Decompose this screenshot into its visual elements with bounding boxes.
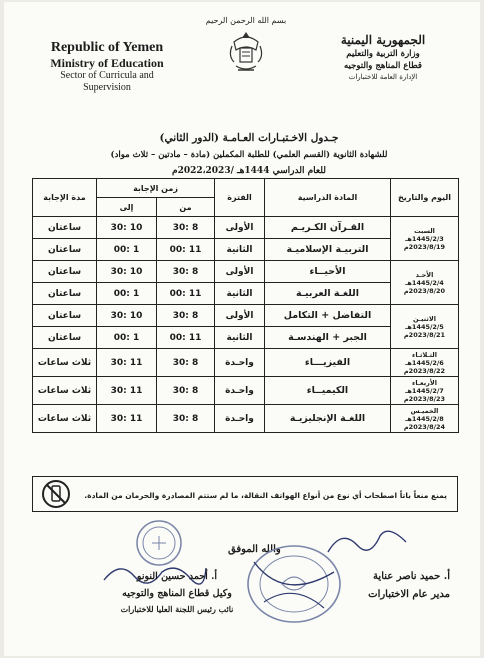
english-letterhead-line4: Supervision <box>83 82 131 93</box>
period-cell: واحـدة <box>215 377 265 405</box>
day-date-cell <box>391 349 459 377</box>
basmala: بسم الله الرحمن الرحيم <box>205 16 287 25</box>
subject-cell: الفيزيـــاء <box>265 349 391 377</box>
subject-cell: القـرآن الكـريـم <box>265 217 391 239</box>
subject-cell: الكيميــاء <box>265 377 391 405</box>
from-time-cell: 8 :30 <box>157 405 215 433</box>
subject-cell: الأحيــاء <box>265 261 391 283</box>
gregorian-date: 2023/8/22م <box>403 366 446 375</box>
header-day-date: اليوم والتاريخ <box>391 179 459 217</box>
period-cell: الثانية <box>215 327 265 349</box>
header-to: إلى <box>97 198 157 217</box>
day-name: السبت <box>414 226 435 235</box>
right-signature-scribble <box>322 522 412 562</box>
from-time-cell: 11 :00 <box>157 239 215 261</box>
table-row <box>33 405 459 433</box>
gregorian-date: 2023/8/21م <box>403 330 446 339</box>
period-cell: الثانية <box>215 239 265 261</box>
hijri-date: 1445/2/6هـ <box>405 358 444 367</box>
day-date-cell <box>391 217 459 261</box>
title-line3: للعام الدراسي 1444هـ /2022،2023م <box>172 166 326 176</box>
to-time-cell: 11 :30 <box>97 405 157 433</box>
period-cell: الثانية <box>215 283 265 305</box>
hijri-date: 1445/2/5هـ <box>405 322 444 331</box>
arabic-letterhead-line2: وزارة التربية والتعليم <box>346 49 420 59</box>
from-time-cell: 8 :30 <box>157 377 215 405</box>
day-name: الأحـد <box>415 270 434 279</box>
period-cell: الأولى <box>215 261 265 283</box>
no-phone-icon <box>41 479 71 509</box>
document-title <box>94 130 404 179</box>
day-date-cell <box>391 405 459 433</box>
left-signer-name: أ. أحمد حسين النونو <box>136 571 218 582</box>
phone-ban-notice <box>32 476 458 512</box>
to-time-cell: 1 :00 <box>97 327 157 349</box>
duration-cell: ساعتان <box>33 305 97 327</box>
english-letterhead-line3: Sector of Curricula and <box>60 70 154 81</box>
from-time-cell: 11 :00 <box>157 283 215 305</box>
period-cell: واحـدة <box>215 405 265 433</box>
to-time-cell: 1 :00 <box>97 283 157 305</box>
national-emblem-icon <box>226 30 266 76</box>
duration-cell: ساعتان <box>33 217 97 239</box>
duration-cell: ساعتان <box>33 283 97 305</box>
english-letterhead-line1: Republic of Yemen <box>50 40 164 55</box>
header-subject: المادة الدراسية <box>265 179 391 217</box>
from-time-cell: 8 :30 <box>157 305 215 327</box>
left-signer-title2: نائب رئيس اللجنة العليا للاختبارات <box>120 604 234 614</box>
period-cell: الأولى <box>215 217 265 239</box>
from-time-cell: 8 :30 <box>157 349 215 377</box>
day-name: الأربعـاء <box>412 378 437 387</box>
table-row <box>33 305 459 327</box>
subject-cell: اللغـة العربيـة <box>265 283 391 305</box>
document-page <box>4 2 480 656</box>
gregorian-date: 2023/8/19م <box>403 242 446 251</box>
left-signer-title1: وكيل قطاع المناهج والتوجيه <box>122 588 232 599</box>
duration-cell: ثلاث ساعات <box>33 405 97 433</box>
period-cell: واحـدة <box>215 349 265 377</box>
hijri-date: 1445/2/7هـ <box>405 386 444 395</box>
duration-cell: ثلاث ساعات <box>33 377 97 405</box>
hijri-date: 1445/2/4هـ <box>405 278 444 287</box>
header-duration: مدة الإجابة <box>33 179 97 217</box>
arabic-letterhead-line1: الجمهورية اليمنية <box>340 33 426 47</box>
closing-phrase: والله الموفق <box>228 544 281 555</box>
gregorian-date: 2023/8/24م <box>403 422 446 431</box>
table-row <box>33 377 459 405</box>
duration-cell: ساعتان <box>33 327 97 349</box>
hijri-date: 1445/2/8هـ <box>405 414 444 423</box>
exam-schedule-table <box>32 178 459 433</box>
duration-cell: ساعتان <box>33 239 97 261</box>
right-signer-name: أ. حميد ناصر عناية <box>373 571 450 582</box>
table-row <box>33 217 459 239</box>
to-time-cell: 11 :30 <box>97 349 157 377</box>
from-time-cell: 8 :30 <box>157 261 215 283</box>
to-time-cell: 10 :30 <box>97 261 157 283</box>
arabic-letterhead <box>308 32 458 82</box>
subject-cell: التفاضل + التكامل <box>265 305 391 327</box>
to-time-cell: 11 :30 <box>97 377 157 405</box>
duration-cell: ساعتان <box>33 261 97 283</box>
table-row <box>33 261 459 283</box>
subject-cell: التربيـة الإسلاميـة <box>265 239 391 261</box>
header-from: من <box>157 198 215 217</box>
hijri-date: 1445/2/3هـ <box>405 234 444 243</box>
notice-text: يمنع منعاً باتاً اصطحاب أي نوع من أنواع الهواتف النقالة، ما لم ستتم المصادرة والحرمان من المادة. <box>84 491 447 500</box>
english-letterhead <box>32 40 182 94</box>
header-exam-time: زمن الإجابة <box>97 179 215 198</box>
arabic-letterhead-line3: قطاع المناهج والتوجيه <box>344 61 422 71</box>
period-cell: الأولى <box>215 305 265 327</box>
right-signer-title: مدير عام الاختبارات <box>368 589 450 600</box>
day-name: الخميـس <box>410 406 439 415</box>
duration-cell: ثلاث ساعات <box>33 349 97 377</box>
right-signature-block <box>368 568 450 604</box>
from-time-cell: 8 :30 <box>157 217 215 239</box>
to-time-cell: 10 :30 <box>97 305 157 327</box>
day-date-cell <box>391 377 459 405</box>
day-name: الاثنيـن <box>413 314 436 323</box>
english-letterhead-line2: Ministry of Education <box>50 56 164 70</box>
left-signature-block <box>82 568 272 616</box>
subject-cell: الجبر + الهندسـة <box>265 327 391 349</box>
day-date-cell <box>391 261 459 305</box>
subject-cell: اللغـة الإنجليزيـة <box>265 405 391 433</box>
arabic-letterhead-line4: الإدارة العامة للاختبارات <box>348 73 418 81</box>
day-date-cell <box>391 305 459 349</box>
gregorian-date: 2023/8/23م <box>403 394 446 403</box>
table-row <box>33 349 459 377</box>
from-time-cell: 11 :00 <box>157 327 215 349</box>
title-line1: جـدول الاخـتبـارات العـامـة (الدور الثاني) <box>159 132 339 144</box>
title-line2: للشهادة الثانوية (القسم العلمي) للطلبة المكملين (مادة – مادتين – ثلاث مواد) <box>110 150 388 160</box>
to-time-cell: 1 :00 <box>97 239 157 261</box>
gregorian-date: 2023/8/20م <box>403 286 446 295</box>
to-time-cell: 10 :30 <box>97 217 157 239</box>
day-name: الثـلاثـاء <box>412 350 437 359</box>
header-period: الفترة <box>215 179 265 217</box>
